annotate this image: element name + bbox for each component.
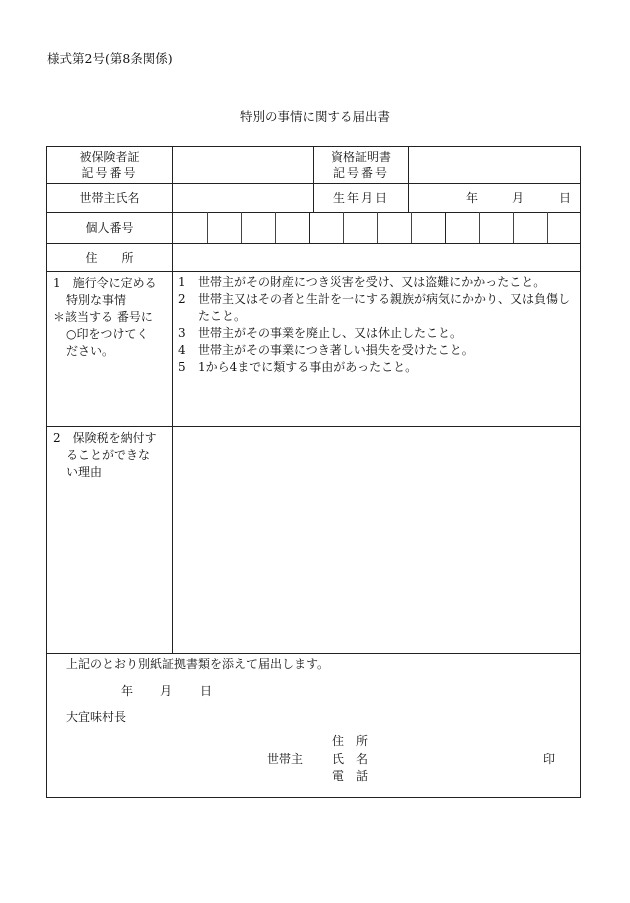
submit-year-unit: 年 (121, 684, 134, 698)
applicant-address-label: 住 所 (332, 734, 369, 748)
submit-month-unit: 月 (160, 684, 173, 698)
section1-subtitle: 特別な事情 (66, 293, 127, 307)
circumstance-text: 1から4までに類する事由があったこと。 (198, 360, 418, 374)
circumstance-text: 世帯主がその財産につき災害を受け、又は盗難にかかったこと。 (198, 275, 546, 289)
address-field[interactable] (173, 244, 580, 271)
submit-day-unit: 日 (200, 684, 213, 698)
section1-title: 1 施行令に定める (53, 276, 157, 290)
circumstance-item-1[interactable] (176, 274, 578, 291)
householder-label: 世帯主 (267, 752, 304, 766)
circumstance-text: 世帯主がその事業を廃止し、又は休止したこと。 (198, 326, 463, 340)
circumstance-text: 世帯主又はその者と生計を一にする親族が病気にかかり、又は負傷したこと。 (198, 292, 571, 323)
insured-cert-label-line1: 被保険者証 (79, 150, 140, 164)
row-divider (46, 271, 581, 272)
address-label: 住 所 (85, 251, 134, 265)
personal-number-label: 個人番号 (85, 221, 134, 235)
section2-title-line2: ることができな (66, 448, 151, 462)
section1-note-line2: ○印をつけてく (66, 327, 149, 341)
birth-year-unit: 年 (466, 191, 479, 205)
form-reference: 様式第2号(第8条関係) (47, 51, 173, 66)
personal-number-field[interactable] (173, 213, 580, 243)
seal-mark: 印 (543, 752, 556, 766)
circumstance-text: 世帯主がその事業につき著しい損失を受けたこと。 (198, 343, 474, 357)
circumstance-number: 3 (178, 326, 186, 340)
special-circumstance-list (176, 274, 578, 376)
addressee: 大宜味村長 (66, 710, 127, 724)
circumstance-number: 5 (178, 360, 186, 374)
section2-title-line3: い理由 (66, 465, 103, 479)
insured-cert-label (47, 149, 172, 181)
birthdate-label: 生年月日 (332, 191, 389, 205)
householder-name-label: 世帯主氏名 (79, 191, 140, 205)
qual-cert-label (314, 149, 408, 181)
birth-month-unit: 月 (512, 191, 525, 205)
circumstance-item-2[interactable] (176, 291, 578, 325)
circumstance-item-5[interactable] (176, 359, 578, 376)
section1-note-line1: ＊該当する 番号に (53, 310, 153, 324)
row-divider (46, 653, 581, 654)
qual-cert-label-line2: 記号番号 (332, 166, 389, 180)
birth-day-unit: 日 (559, 191, 572, 205)
circumstance-number: 2 (178, 292, 186, 306)
circumstance-number: 4 (178, 343, 186, 357)
qual-cert-number-field[interactable] (409, 147, 580, 183)
applicant-name-label: 氏 名 (332, 752, 369, 766)
declaration-statement: 上記のとおり別紙証拠書類を添えて届出します。 (66, 657, 330, 671)
section1-note-line3: ださい。 (66, 344, 115, 358)
reason-field[interactable] (173, 427, 580, 653)
circumstance-number: 1 (178, 275, 186, 289)
circumstance-item-3[interactable] (176, 325, 578, 342)
insured-cert-number-field[interactable] (173, 147, 313, 183)
qual-cert-label-line1: 資格証明書 (330, 150, 391, 164)
insured-cert-label-line2: 記号番号 (81, 166, 138, 180)
form-title: 特別の事情に関する届出書 (239, 109, 390, 124)
applicant-phone-label: 電 話 (332, 769, 369, 783)
householder-name-field[interactable] (173, 184, 313, 212)
circumstance-item-4[interactable] (176, 342, 578, 359)
section2-title: 2 保険税を納付す (53, 431, 157, 445)
